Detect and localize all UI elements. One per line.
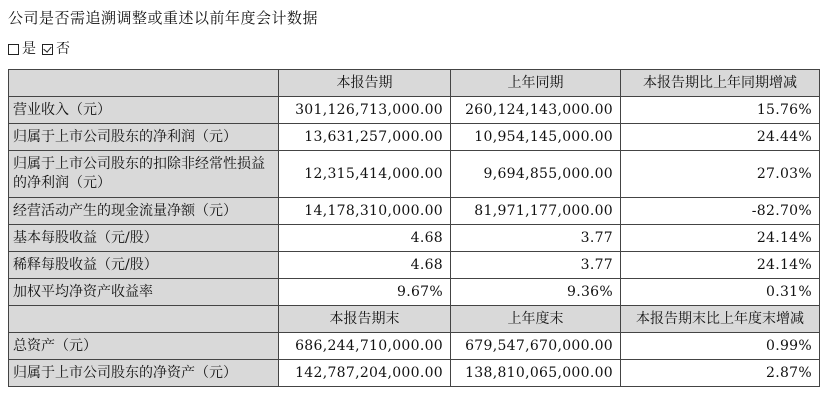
header-cell-period-end: 本报告期末 (279, 306, 451, 333)
header-cell-empty (9, 306, 279, 333)
table-row (9, 333, 820, 360)
row-label: 归属于上市公司股东的净利润（元） (9, 124, 279, 151)
cell-change: -82.70% (621, 198, 820, 225)
checkbox-no-checked-icon[interactable] (42, 44, 53, 55)
checkbox-yes-icon[interactable] (8, 44, 19, 55)
row-label: 加权平均净资产收益率 (9, 279, 279, 306)
cell-change: 0.31% (621, 279, 820, 306)
row-label: 归属于上市公司股东的净资产（元） (9, 360, 279, 387)
cell-current: 686,244,710,000.00 (279, 333, 451, 360)
table-header-row-2 (9, 306, 820, 333)
header-cell-change: 本报告期比上年同期增减 (621, 70, 820, 97)
table-row (9, 252, 820, 279)
restatement-choices (8, 41, 76, 57)
cell-prior: 679,547,670,000.00 (451, 333, 621, 360)
cell-change: 2.87% (621, 360, 820, 387)
row-label: 归属于上市公司股东的扣除非经常性损益的净利润（元） (9, 151, 279, 198)
header-cell-current-period: 本报告期 (279, 70, 451, 97)
table-row (9, 198, 820, 225)
cell-prior: 81,971,177,000.00 (451, 198, 621, 225)
table-header-row (9, 70, 820, 97)
header-cell-prior-period: 上年同期 (451, 70, 621, 97)
cell-change: 24.14% (621, 252, 820, 279)
header-cell-empty (9, 70, 279, 97)
table-row (9, 225, 820, 252)
cell-change: 15.76% (621, 97, 820, 124)
cell-prior: 3.77 (451, 225, 621, 252)
choice-yes[interactable] (8, 41, 36, 57)
cell-current: 9.67% (279, 279, 451, 306)
header-cell-prior-year-end: 上年度末 (451, 306, 621, 333)
cell-current: 14,178,310,000.00 (279, 198, 451, 225)
table-row (9, 124, 820, 151)
choice-no[interactable] (42, 41, 70, 57)
cell-change: 24.44% (621, 124, 820, 151)
cell-change: 24.14% (621, 225, 820, 252)
row-label: 经营活动产生的现金流量净额（元） (9, 198, 279, 225)
row-label: 营业收入（元） (9, 97, 279, 124)
choice-no-label: 否 (56, 41, 70, 57)
cell-current: 142,787,204,000.00 (279, 360, 451, 387)
cell-current: 13,631,257,000.00 (279, 124, 451, 151)
cell-current: 301,126,713,000.00 (279, 97, 451, 124)
table-row (9, 360, 820, 387)
section-heading: 公司是否需追溯调整或重述以前年度会计数据 (8, 9, 319, 27)
table-row (9, 151, 820, 198)
choice-yes-label: 是 (22, 41, 36, 57)
cell-change: 27.03% (621, 151, 820, 198)
financial-data-table (8, 69, 820, 387)
row-label: 基本每股收益（元/股） (9, 225, 279, 252)
cell-prior: 3.77 (451, 252, 621, 279)
cell-prior: 138,810,065,000.00 (451, 360, 621, 387)
cell-change: 0.99% (621, 333, 820, 360)
header-cell-change-vs-year-end: 本报告期末比上年度末增减 (621, 306, 820, 333)
table-row (9, 279, 820, 306)
cell-current: 4.68 (279, 225, 451, 252)
cell-prior: 260,124,143,000.00 (451, 97, 621, 124)
cell-current: 4.68 (279, 252, 451, 279)
cell-prior: 9,694,855,000.00 (451, 151, 621, 198)
cell-prior: 10,954,145,000.00 (451, 124, 621, 151)
row-label: 稀释每股收益（元/股） (9, 252, 279, 279)
table-row (9, 97, 820, 124)
cell-prior: 9.36% (451, 279, 621, 306)
cell-current: 12,315,414,000.00 (279, 151, 451, 198)
row-label: 总资产（元） (9, 333, 279, 360)
